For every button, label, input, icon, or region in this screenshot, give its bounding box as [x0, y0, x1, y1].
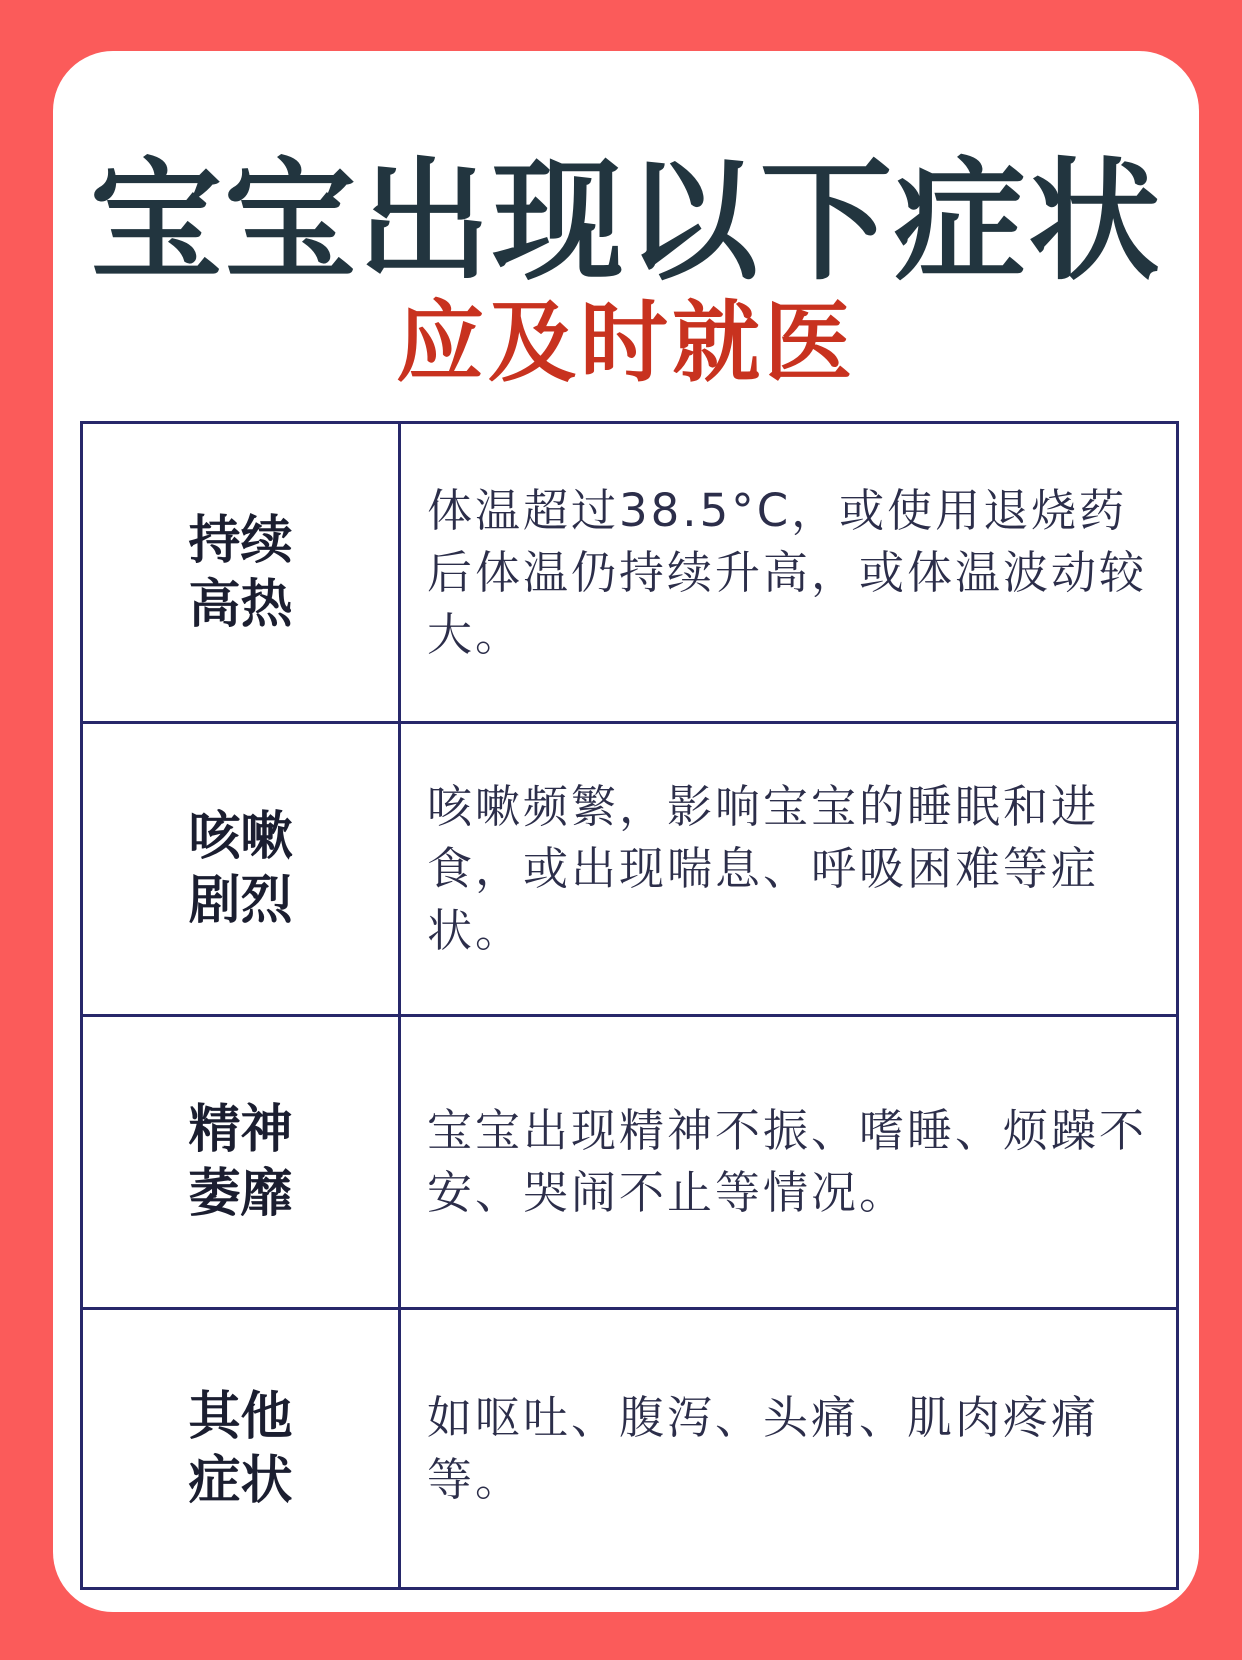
symptoms-table	[80, 421, 1179, 1590]
symptom-label: 咳嗽剧烈	[188, 807, 293, 931]
symptom-label-cell	[82, 1309, 400, 1589]
symptom-description-cell	[400, 423, 1178, 723]
table-row	[82, 723, 1178, 1016]
symptom-label-cell	[82, 1016, 400, 1309]
symptom-description: 体温超过38.5°C，或使用退烧药后体温仍持续升高，或体温波动较大。	[427, 483, 1148, 661]
symptom-label: 持续高热	[188, 510, 293, 635]
table-row	[82, 1309, 1178, 1589]
symptom-description: 宝宝出现精神不振、嗜睡、烦躁不安、哭闹不止等情况。	[427, 1104, 1148, 1219]
symptom-description-cell	[400, 1309, 1178, 1589]
symptom-label-cell	[82, 723, 400, 1016]
symptom-description-cell	[400, 723, 1178, 1016]
symptom-label-cell	[82, 423, 400, 723]
symptom-description: 咳嗽频繁，影响宝宝的睡眠和进食，或出现喘息、呼吸困难等症状。	[427, 780, 1100, 957]
symptom-label: 其他症状	[188, 1386, 293, 1511]
table-row	[82, 423, 1178, 723]
page-subtitle: 应及时就医	[395, 291, 856, 394]
table-row	[82, 1016, 1178, 1309]
page-title: 宝宝出现以下症状	[90, 145, 1162, 299]
symptom-label: 精神萎靡	[188, 1100, 293, 1224]
symptom-description: 如呕吐、腹泻、头痛、肌肉疼痛等。	[427, 1390, 1100, 1506]
symptom-description-cell	[400, 1016, 1178, 1309]
content-card	[53, 51, 1199, 1612]
